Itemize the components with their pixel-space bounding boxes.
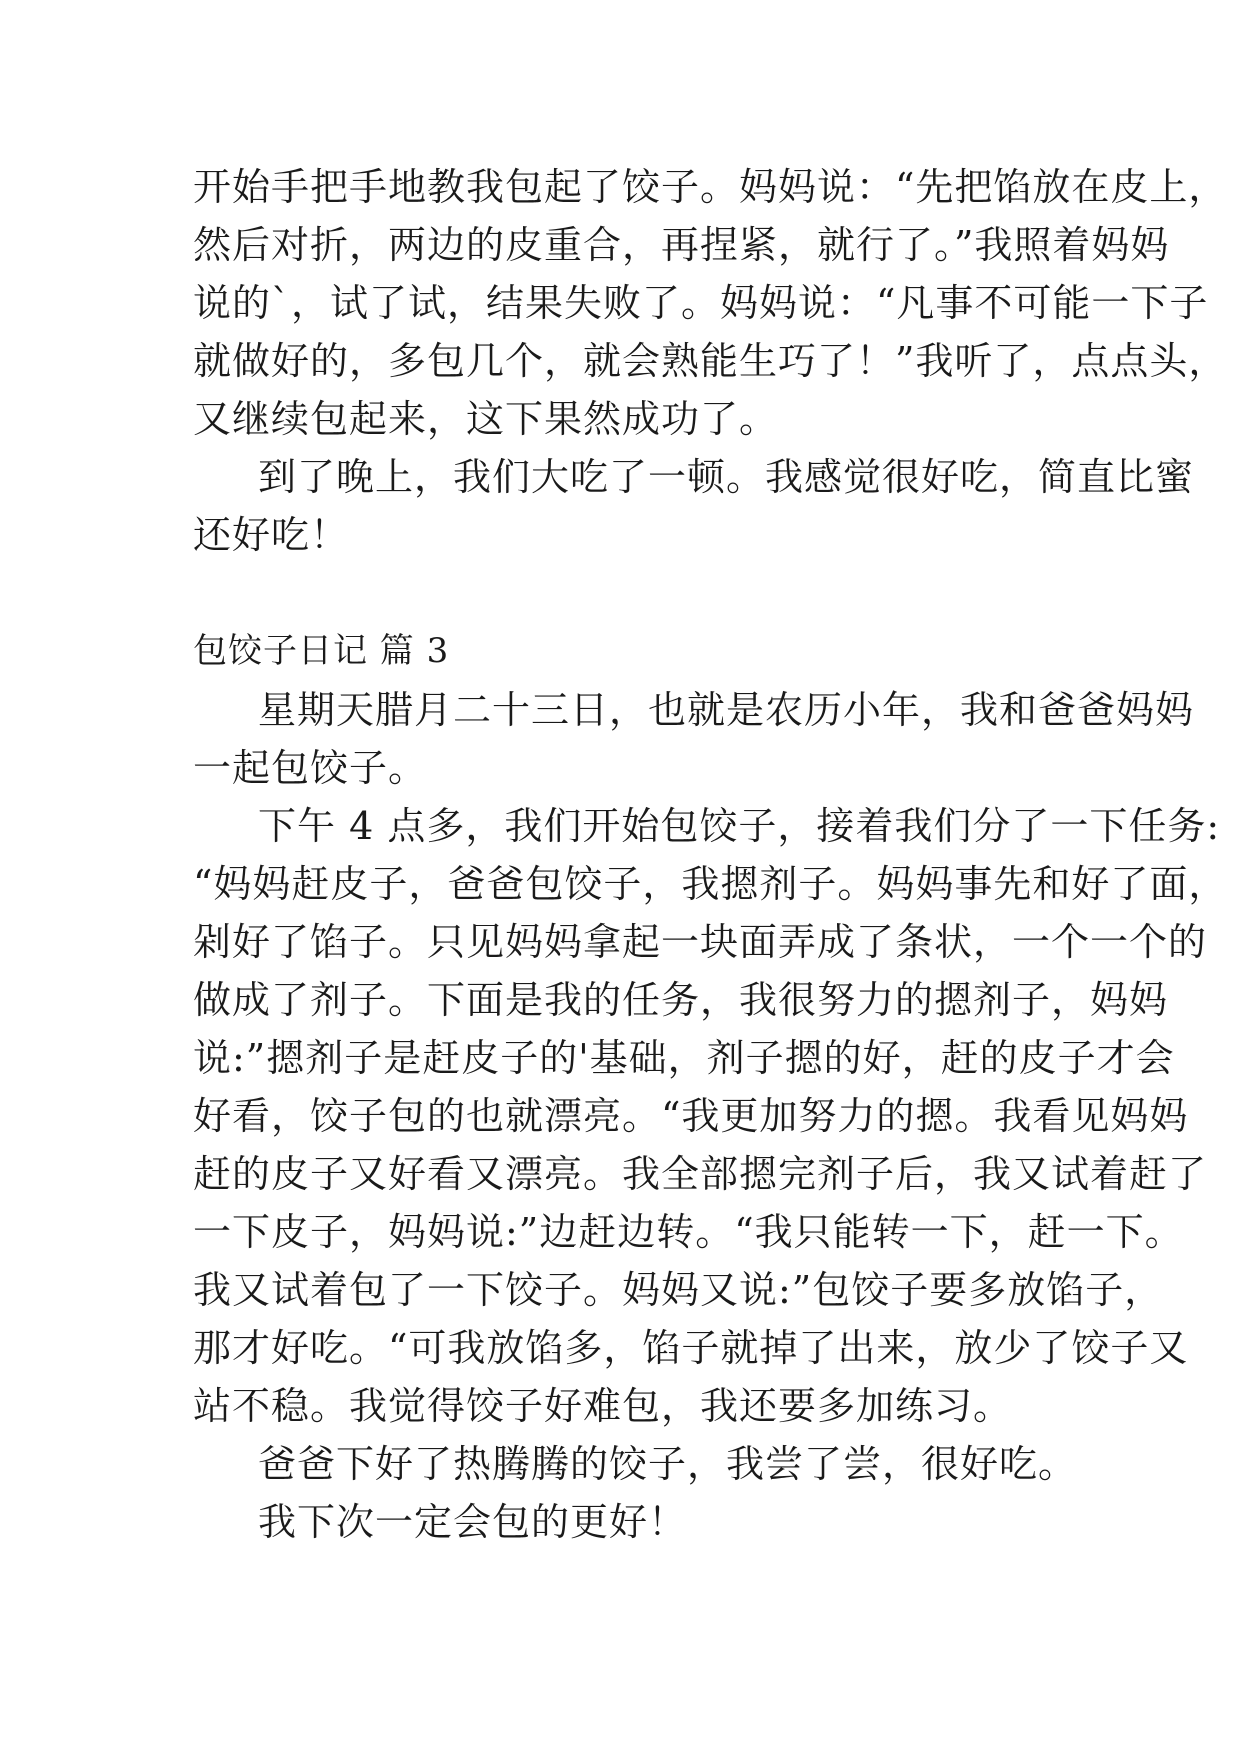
paragraph-line: 星期天腊月二十三日，也就是农历小年，我和爸爸妈妈 [258, 688, 1195, 732]
paragraph-line: 然后对折，两边的皮重合，再捏紧，就行了。”我照着妈妈 [193, 223, 1170, 267]
paragraph-line: 站不稳。我觉得饺子好难包，我还要多加练习。 [193, 1384, 1013, 1428]
paragraph-line: 开始手把手地教我包起了饺子。妈妈说：“先把馅放在皮上， [193, 165, 1228, 209]
paragraph-line: 还好吃！ [193, 513, 350, 557]
paragraph-line: 下午 4 点多，我们开始包饺子，接着我们分了一下任务: [258, 804, 1221, 848]
paragraph-line: 做成了剂子。下面是我的任务，我很努力的摁剂子，妈妈 [193, 978, 1169, 1022]
paragraph-line: 又继续包起来，这下果然成功了。 [193, 397, 779, 441]
paragraph-line: 一下皮子，妈妈说:”边赶边转。“我只能转一下，赶一下。 [193, 1210, 1184, 1254]
paragraph-line: 好看，饺子包的也就漂亮。“我更加努力的摁。我看见妈妈 [193, 1094, 1189, 1138]
paragraph-line: 到了晚上，我们大吃了一顿。我感觉很好吃，简直比蜜 [258, 455, 1195, 499]
paragraph-line: 爸爸下好了热腾腾的饺子，我尝了尝，很好吃。 [258, 1442, 1078, 1486]
paragraph-line: “妈妈赶皮子，爸爸包饺子，我摁剂子。妈妈事先和好了面， [193, 862, 1228, 906]
paragraph-line: 就做好的，多包几个，就会熟能生巧了！”我听了，点点头， [193, 339, 1228, 383]
paragraph-line: 一起包饺子。 [193, 746, 428, 790]
paragraph-line: 说:”摁剂子是赶皮子的'基础，剂子摁的好，赶的皮子才会 [193, 1036, 1175, 1080]
paragraph-line: 那才好吃。“可我放馅多，馅子就掉了出来，放少了饺子又 [193, 1326, 1189, 1370]
paragraph-line: 说的`，试了试，结果失败了。妈妈说：“凡事不可能一下子 [193, 281, 1209, 325]
paragraph-line: 剁好了馅子。只见妈妈拿起一块面弄成了条状，一个一个的 [193, 920, 1208, 964]
section-heading: 包饺子日记 篇 3 [193, 631, 450, 671]
paragraph-line: 赶的皮子又好看又漂亮。我全部摁完剂子后，我又试着赶了 [193, 1152, 1208, 1196]
paragraph-line: 我下次一定会包的更好！ [258, 1500, 688, 1544]
paragraph-line: 我又试着包了一下饺子。妈妈又说:”包饺子要多放馅子， [193, 1268, 1164, 1312]
